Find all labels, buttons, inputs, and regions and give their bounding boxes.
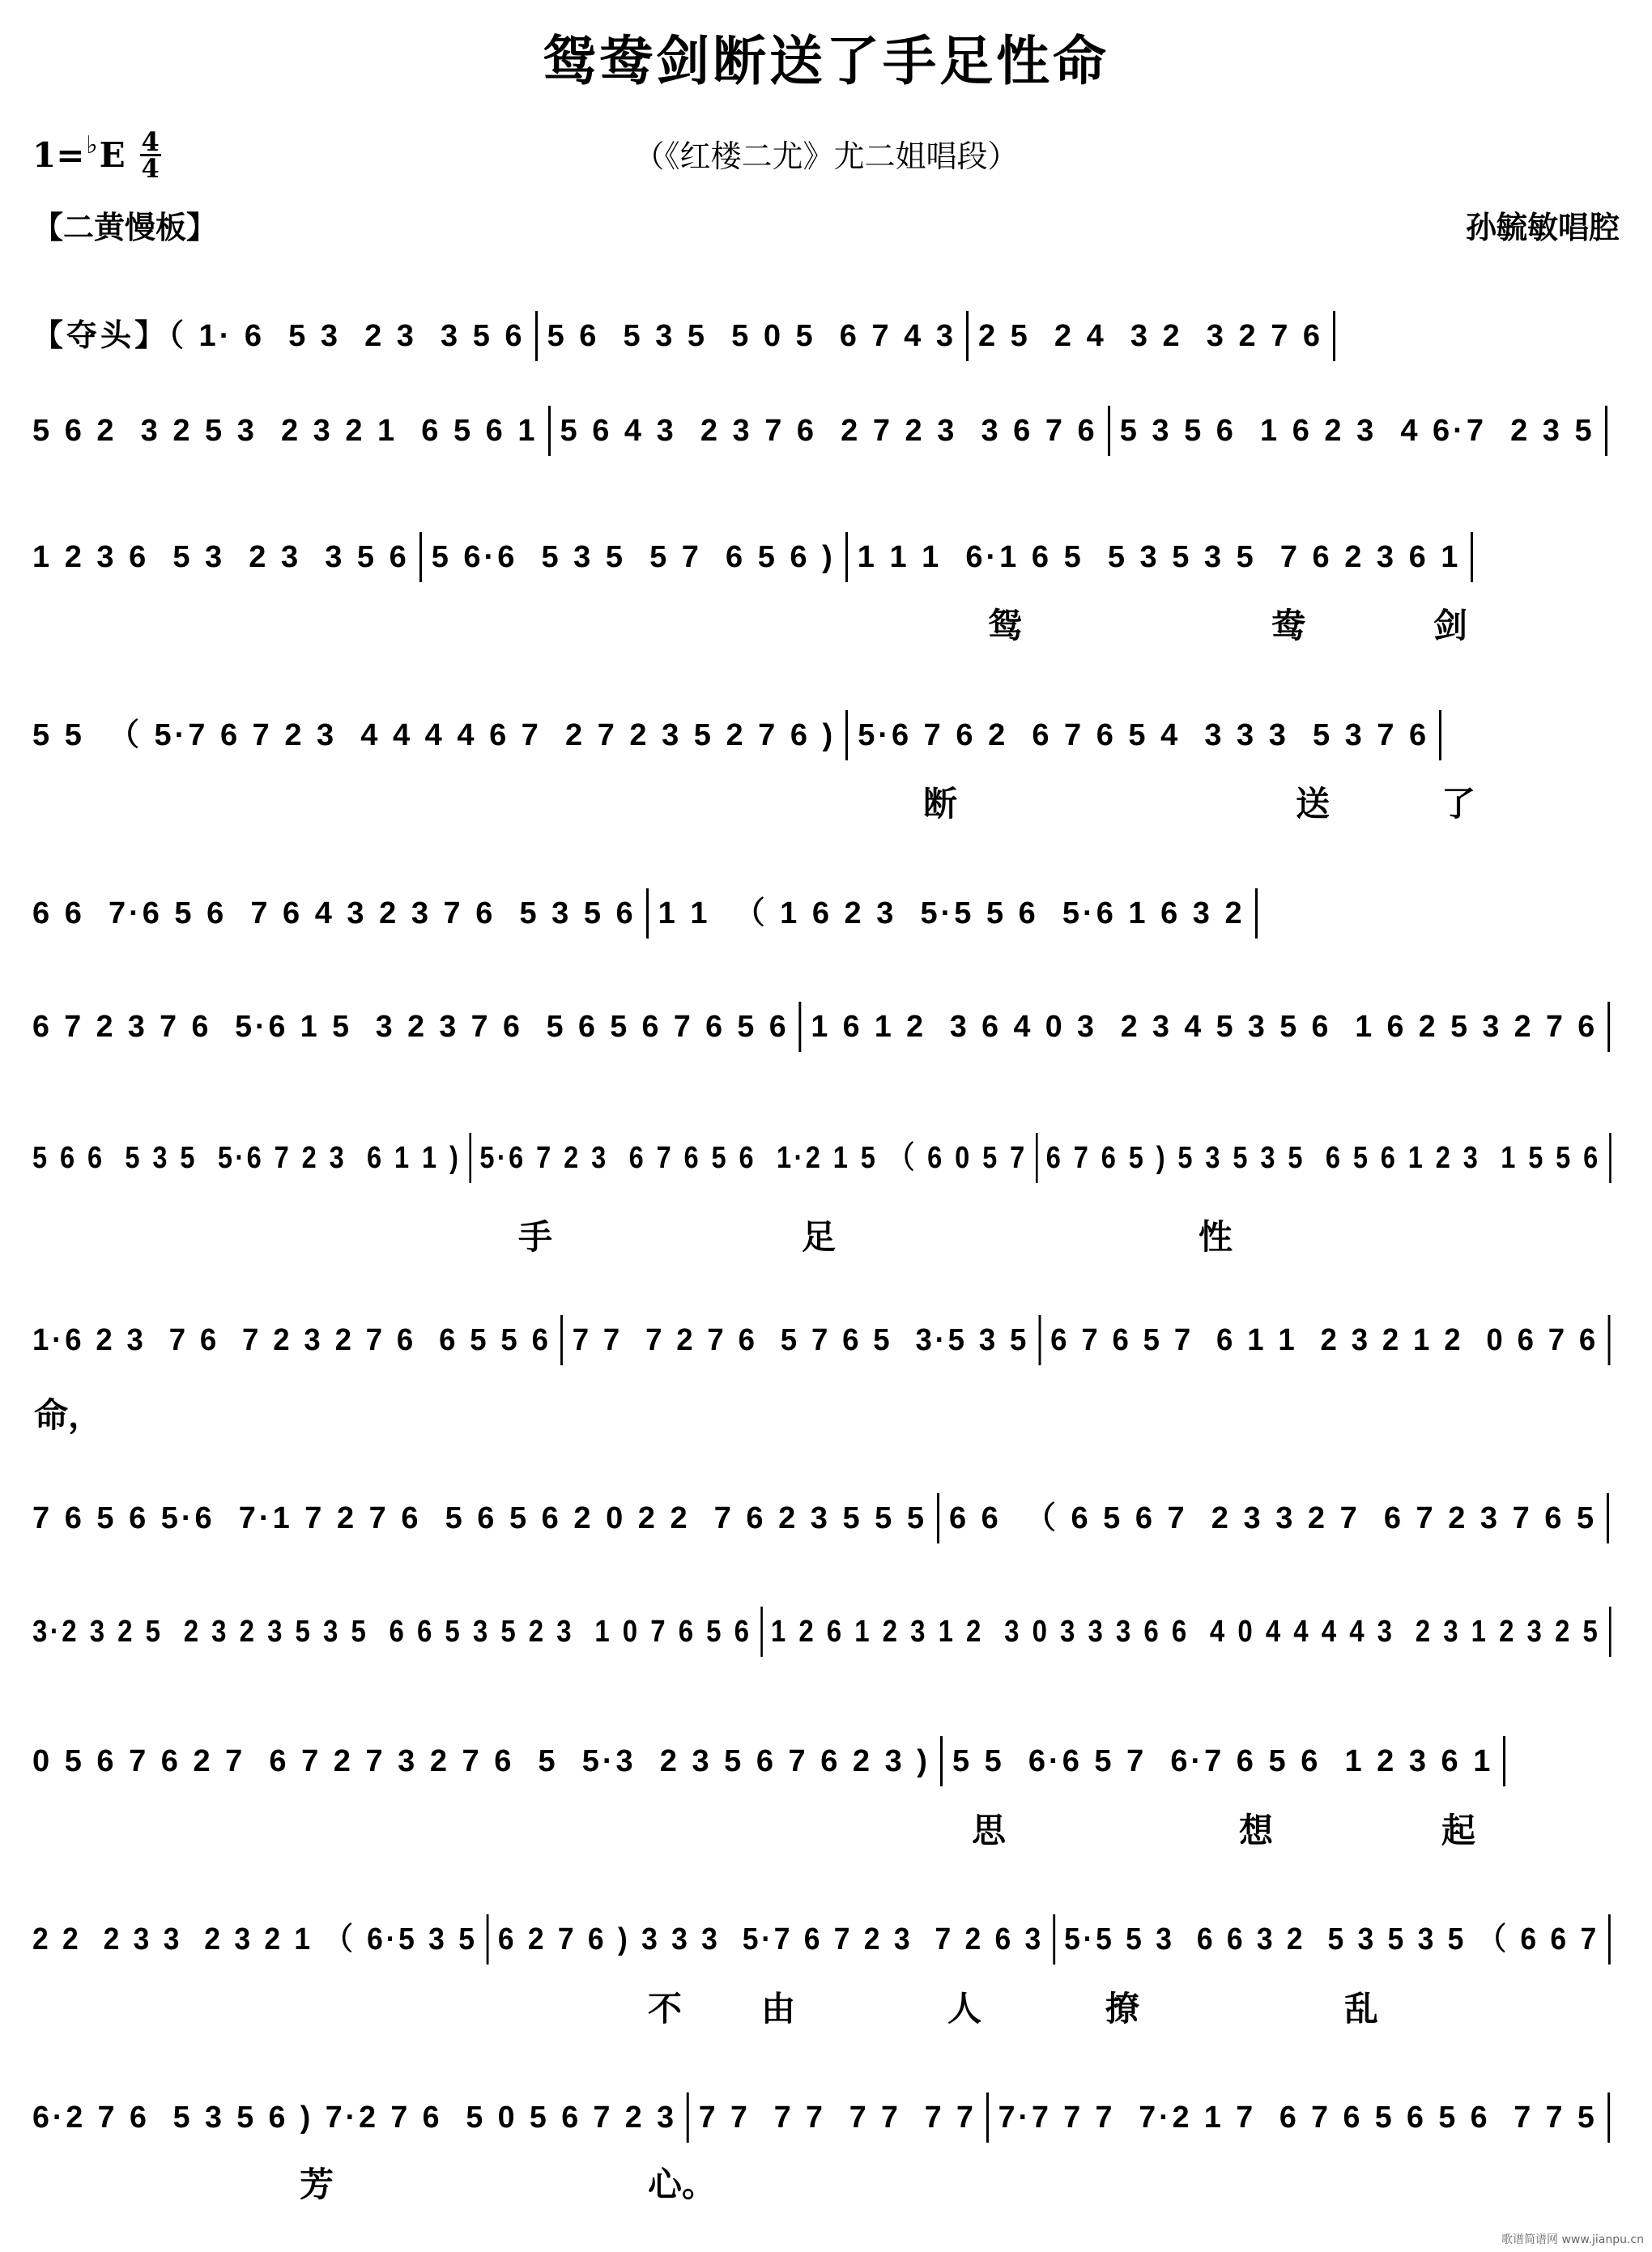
measure: 5·6 7 6 2 6 7 6 5 4 3 3 3 5 3 7 6 [858, 718, 1430, 752]
lyric-syllable: 乱 [1344, 1989, 1379, 2029]
singer-credit: 孙毓敏唱腔 [1465, 209, 1620, 245]
lyric-syllable: 送 [1296, 784, 1331, 824]
measure: 1 1 （ 1 6 2 3 5·5 5 6 5·6 1 6 3 2 [658, 896, 1245, 930]
watermark: 歌谱简谱网 www.jianpu.cn [1501, 2233, 1644, 2246]
measure: 5·6 7 2 3 6 7 6 5 6 1·2 1 5 （ 6 0 5 7 [479, 1141, 1028, 1175]
lyric-syllable: 芳 [300, 2165, 334, 2204]
bar-line [1333, 311, 1335, 361]
measure: 5 6 4 3 2 3 7 6 2 7 2 3 3 6 7 6 [560, 414, 1098, 448]
lyric-syllable: 由 [761, 1989, 796, 2029]
bar-line [1609, 1133, 1612, 1183]
bar-line [966, 311, 969, 361]
bar-line [1439, 710, 1441, 760]
measure: 3·2 3 2 5 2 3 2 3 5 3 5 6 6 5 3 5 2 3 1 0 7 6 5 6 [32, 1615, 752, 1649]
bar-line [1608, 1914, 1611, 1965]
notation-text [32, 1139, 1620, 1177]
tempo-marking: 【二黄慢板】 [32, 209, 218, 245]
bar-line [1108, 406, 1110, 456]
lyric-syllable: 思 [972, 1811, 1007, 1850]
measure: 1·6 2 3 7 6 7 2 3 2 7 6 6 5 5 6 [32, 1323, 551, 1357]
score-line [32, 1729, 1624, 1794]
measure: 6 2 7 6 ) 3 3 3 5·7 6 7 2 3 7 2 6 3 [497, 1922, 1044, 1956]
lyric-syllable: 想 [1239, 1811, 1274, 1850]
score-line [32, 1486, 1624, 1551]
bar-line [1503, 1736, 1505, 1786]
key-prefix: 1= [32, 135, 85, 175]
measure: 0 5 6 7 6 2 7 6 7 2 7 3 2 7 6 5 5·3 2 3 5 6 7 6 2 3 ) [32, 1744, 930, 1778]
notation-text [32, 1612, 1620, 1651]
bar-line [1255, 888, 1258, 939]
notation-text [32, 894, 1267, 933]
notation-text [32, 317, 1345, 355]
score-line [32, 1126, 1624, 1190]
bar-line [1609, 1607, 1612, 1657]
measure: 6 7 6 5 ) 5 3 5 3 5 6 5 6 1 2 3 1 5 5 6 [1045, 1141, 1601, 1175]
bar-line [1039, 1315, 1041, 1365]
lyric-syllable: 了 [1441, 784, 1476, 824]
lyric-syllable: 心。 [648, 2165, 717, 2204]
bar-line [845, 710, 848, 760]
measure: 6 7 6 5 7 6 1 1 2 3 2 1 2 0 6 7 6 [1050, 1323, 1599, 1357]
measure: 6 7 2 3 7 6 5·6 1 5 3 2 3 7 6 5 6 5 6 7 6 5 6 [32, 1010, 790, 1044]
measure: 7 7 7 2 7 6 5 7 6 5 3·5 3 5 [572, 1323, 1030, 1357]
measure: 5 3 5 6 1 6 2 3 4 6·7 2 3 5 [1119, 414, 1595, 448]
bar-line [1053, 1914, 1055, 1965]
bar-line [986, 2092, 989, 2143]
bar-line [419, 532, 422, 582]
notation-text [32, 538, 1483, 577]
bar-line [760, 1607, 763, 1657]
notation-text [32, 1920, 1620, 1959]
measure: 1 6 1 2 3 6 4 0 3 2 3 4 5 3 5 6 1 6 2 5 3 2 7 6 [811, 1010, 1599, 1044]
bar-line [1607, 1493, 1609, 1543]
flat-sign: ♭ [86, 131, 98, 160]
score-line [32, 525, 1624, 590]
measure: 【夺头】（ 1· 6 5 3 2 3 3 5 6 [32, 319, 526, 353]
lyric-syllable: 剑 [1433, 606, 1468, 645]
notation-text [32, 411, 1617, 450]
lyric-syllable: 性 [1199, 1217, 1233, 1257]
measure: 5 6 2 3 2 5 3 2 3 2 1 6 5 6 1 [32, 414, 539, 448]
score-line [32, 703, 1624, 768]
bar-line [1608, 1315, 1611, 1365]
score-line [32, 304, 1624, 368]
score-line [32, 1308, 1624, 1373]
time-top: 4 [141, 126, 160, 157]
lyric-syllable: 鸯 [1271, 606, 1306, 645]
notation-text [32, 1321, 1620, 1360]
score-line [32, 994, 1624, 1059]
measure: 6 6 （ 6 5 6 7 2 3 3 2 7 6 7 2 3 7 6 5 [948, 1501, 1598, 1535]
time-bottom: 4 [141, 153, 160, 184]
bar-line [487, 1914, 489, 1965]
measure: 7·7 7 7 7·2 1 7 6 7 6 5 6 5 6 7 7 5 [998, 2101, 1598, 2135]
lyric-syllable: 起 [1441, 1811, 1476, 1850]
bar-line [470, 1133, 472, 1183]
bar-line [1036, 1133, 1038, 1183]
bar-line [535, 311, 538, 361]
bar-line [646, 888, 649, 939]
measure: 1 2 3 6 5 3 2 3 3 5 6 [32, 540, 410, 574]
score-line [32, 1907, 1624, 1972]
bar-line [1607, 2092, 1610, 2143]
measure: 1 2 6 1 2 3 1 2 3 0 3 3 3 6 6 4 0 4 4 4 4 3 2 3 1 2 3 2 5 [770, 1615, 1601, 1649]
measure: 5 5 6·6 5 7 6·7 6 5 6 1 2 3 6 1 [952, 1744, 1494, 1778]
bar-line [940, 1736, 943, 1786]
measure: 1 1 1 6·1 6 5 5 3 5 3 5 7 6 2 3 6 1 [857, 540, 1462, 574]
bar-line [1607, 1002, 1610, 1052]
notation-text [32, 716, 1451, 755]
lyric-syllable: 断 [923, 784, 958, 824]
measure: 5 6 5 3 5 5 0 5 6 7 4 3 [547, 319, 956, 353]
notation-text [32, 1007, 1620, 1046]
lyric-syllable: 手 [518, 1217, 553, 1257]
bar-line [798, 1002, 801, 1052]
notation-text [32, 1499, 1619, 1538]
measure: 2 2 2 3 3 2 3 2 1 （ 6·5 3 5 [32, 1922, 478, 1956]
measure: 5·5 5 3 6 6 3 2 5 3 5 3 5 （ 6 6 7 [1064, 1922, 1599, 1956]
bar-line [687, 2092, 689, 2143]
lyric-syllable: 不 [648, 1989, 683, 2029]
bar-line [1605, 406, 1607, 456]
source-subtitle: （《红楼二尤》尤二姐唱段） [633, 138, 1019, 174]
measure: 7 7 7 7 7 7 7 7 [698, 2101, 977, 2135]
score-line [32, 1599, 1624, 1664]
measure: 2 5 2 4 3 2 3 2 7 6 [977, 319, 1324, 353]
key-note: E [99, 135, 126, 175]
notation-text [32, 1742, 1515, 1781]
lyric-syllable: 足 [802, 1217, 837, 1257]
measure: 5 5 （ 5·7 6 7 2 3 4 4 4 4 6 7 2 7 2 3 5 2 7 6 ) [32, 718, 837, 752]
measure: 6·2 7 6 5 3 5 6 ) 7·2 7 6 5 0 5 6 7 2 3 [32, 2101, 677, 2135]
measure: 6 6 7·6 5 6 7 6 4 3 2 3 7 6 5 3 5 6 [32, 896, 637, 930]
bar-line [560, 1315, 563, 1365]
notation-text [32, 2098, 1620, 2137]
lyric-syllable: 撩 [1105, 1989, 1140, 2029]
page-title: 鸳鸯剑断送了手足性命 [543, 29, 1109, 92]
measure: 7 6 5 6 5·6 7·1 7 2 7 6 5 6 5 6 2 0 2 2 7 6 2 3 5 5 5 [32, 1501, 927, 1535]
bar-line [937, 1493, 939, 1543]
measure: 5 6·6 5 3 5 5 7 6 5 6 ) [431, 540, 836, 574]
lyric-syllable: 人 [947, 1989, 982, 2029]
score-line [32, 398, 1624, 463]
bar-line [548, 406, 551, 456]
bar-line [1471, 532, 1473, 582]
score-line [32, 881, 1624, 946]
bar-line [845, 532, 848, 582]
score-line [32, 2085, 1624, 2150]
measure: 5 6 6 5 3 5 5·6 7 2 3 6 1 1 ) [32, 1141, 462, 1175]
lyric-syllable: 命， [34, 1395, 103, 1435]
lyric-syllable: 鸳 [988, 606, 1023, 645]
